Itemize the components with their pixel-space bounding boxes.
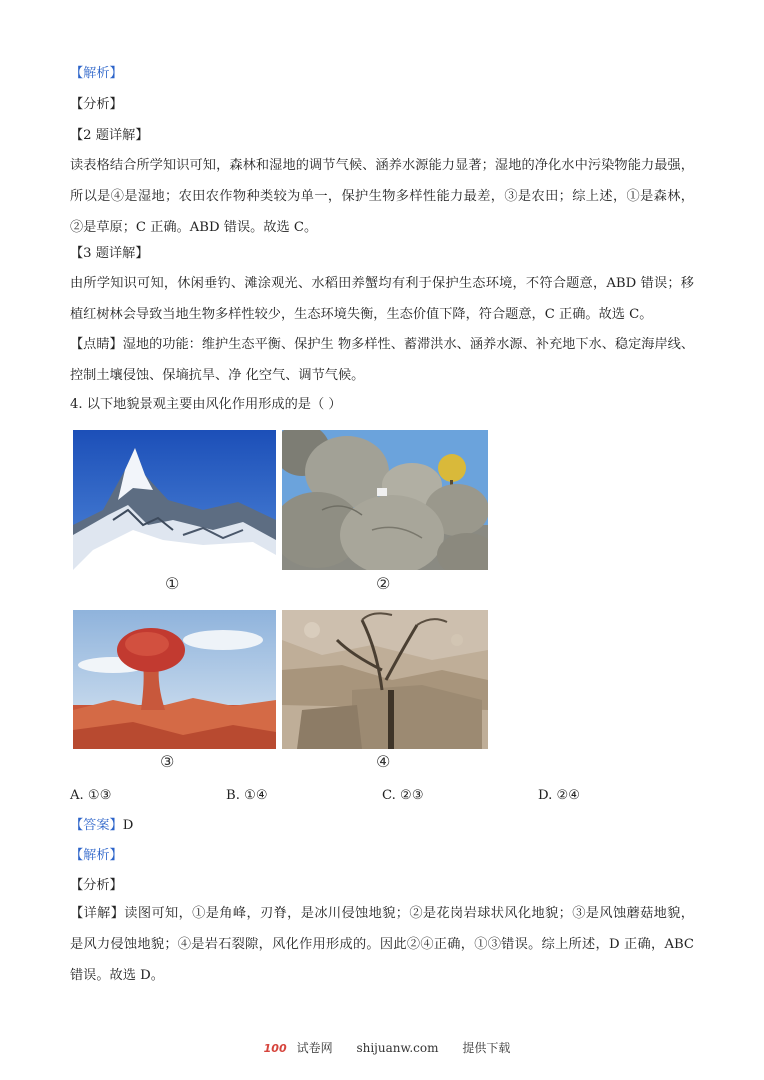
text-line: 是风力侵蚀地貌；④是岩石裂隙，风化作用形成的。因此②④正确，①③错误。综上所述，D 正确，ABC [70,937,694,952]
text-line: 读表格结合所学知识可知，森林和湿地的调节气候、涵养水源能力显著；湿地的净化水中污染物能力最强， [70,158,694,173]
q2-heading: 【2 题详解】 [70,128,149,143]
detail-paragraph [70,906,694,999]
option-a: A. ①③ [70,788,112,803]
photo-rock-fissure [282,610,488,749]
jiexi-label-2: 【解析】 [70,848,123,863]
caption-2: ② [376,574,391,593]
photo-mushroom-rock [73,610,276,749]
caption-1: ① [165,574,180,593]
option-c: C. ②③ [382,788,424,803]
footer-tagline: 提供下载 [462,1041,511,1055]
fenxi-label-2: 【分析】 [70,878,123,893]
page-footer [0,1039,764,1056]
answer-line [70,818,133,834]
text-line: 所以是④是湿地；农田农作物种类较为单一，保护生物多样性能力最差，③是农田；综上述，①是森林， [70,189,694,204]
jiexi-label: 【解析】 [70,66,123,81]
photo-mountain-peak [73,430,276,570]
q3-heading: 【3 题详解】 [70,246,149,261]
text-line: 错误。故选 D。 [70,968,164,983]
text-line: 植红树林会导致当地生物多样性较少，生态环境失衡，生态价值下降，符合题意，C 正确。故选 C。 [70,307,653,322]
site-logo: 100 [263,1042,287,1055]
option-d: D. ②④ [538,788,581,803]
fenxi-label: 【分析】 [70,97,123,112]
answer-value: D [122,818,134,833]
footer-domain[interactable]: shijuanw.com [356,1041,439,1055]
text-line: ②是草原；C 正确。ABD 错误。故选 C。 [70,220,318,235]
text-line: 由所学知识可知，休闲垂钓、滩涂观光、水稻田养蟹均有利于保护生态环境，不符合题意，ABD 错误；移 [70,276,694,291]
photo-granite-boulders [282,430,488,570]
dianjing-paragraph [70,337,694,399]
caption-3: ③ [160,752,175,771]
site-name: 试卷网 [296,1041,333,1055]
footer-brand [254,1041,333,1055]
option-b: B. ①④ [226,788,268,803]
caption-4: ④ [376,752,391,771]
text-line: 控制土壤侵蚀、保墒抗旱、净 化空气、调节气候。 [70,368,365,383]
q3-paragraph [70,276,694,338]
answer-label: 【答案】 [70,818,123,833]
text-line: 【详解】读图可知，①是角峰，刃脊，是冰川侵蚀地貌；②是花岗岩球状风化地貌；③是风蚀蘑菇地貌， [70,906,694,921]
question-4-stem: 4. 以下地貌景观主要由风化作用形成的是（ ） [70,397,342,412]
q2-paragraph [70,158,694,251]
text-line: 【点睛】湿地的功能：维护生态平衡、保护生 物多样性、蓄滞洪水、涵养水源、补充地下水、稳定海岸线、 [70,337,695,352]
